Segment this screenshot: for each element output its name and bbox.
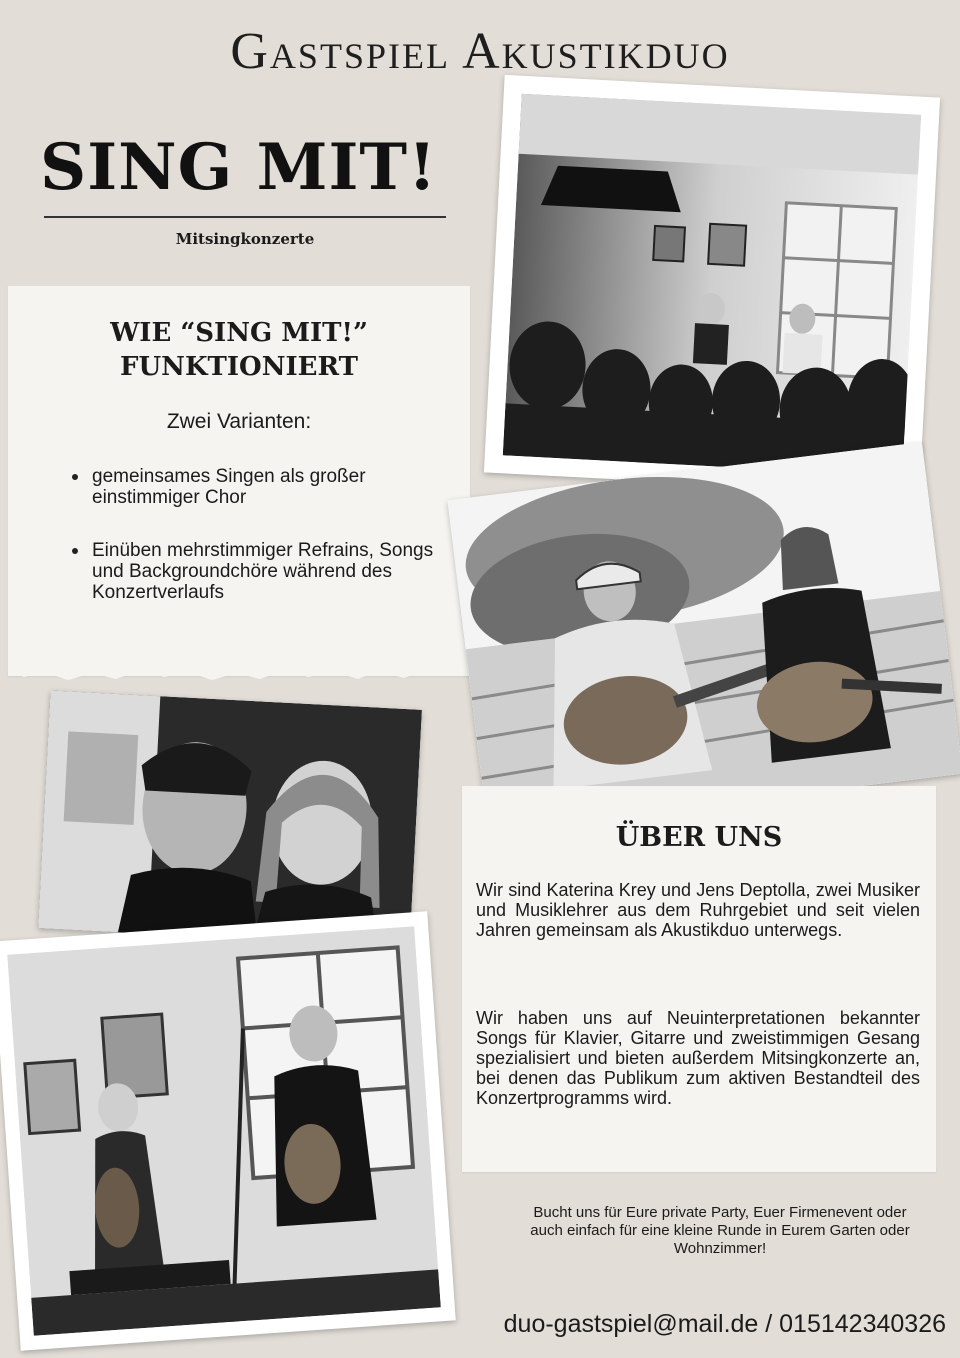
how-it-works-heading (8, 316, 470, 384)
outdoor-photo-illustration (447, 442, 960, 832)
torn-paper-edge (8, 646, 470, 686)
about-paragraph-2: Wir haben uns auf Neuinterpretationen bekannter Songs für Klavier, Gitarre und zweistimmigen Gesang spezialisiert und bieten außerdem Mitsingkonzerte an, bei denen das Publikum zum aktiven Bestandteil des Konzertprogramms wird. (476, 1008, 920, 1108)
list-item: gemeinsames Singen als großer einstimmiger Chor (70, 466, 450, 508)
about-us-card (462, 786, 936, 1172)
photo-outdoor-duo (447, 442, 960, 832)
concert-photo-illustration (503, 94, 921, 476)
photo-duo-portrait (38, 690, 422, 947)
how-heading-line1: WIE “SING MIT!” (110, 318, 368, 348)
main-title: SING MIT! (40, 130, 438, 205)
how-heading-line2: FUNKTIONIERT (120, 352, 358, 382)
contact-info[interactable]: duo-gastspiel@mail.de / 015142340326 (503, 1310, 946, 1338)
list-item: Einüben mehrstimmiger Refrains, Songs und Backgroundchöre während des Konzertverlaufs (70, 540, 450, 603)
subtitle: Mitsingkonzerte (175, 230, 315, 248)
portrait-photo-illustration (38, 690, 422, 947)
top-title: Gastspiel Akustikduo (230, 23, 730, 80)
photo-concert-audience (484, 75, 940, 495)
photo-stage-performance (0, 911, 456, 1350)
stage-photo-illustration (7, 926, 441, 1336)
how-it-works-card (8, 286, 470, 676)
variants-list (70, 466, 450, 635)
title-divider (44, 216, 446, 218)
about-heading: ÜBER UNS (615, 822, 783, 853)
variants-label: Zwei Varianten: (166, 410, 312, 433)
booking-text: Bucht uns für Eure private Party, Euer Firmenevent oder auch einfach für eine kleine Runde in Eurem Garten oder Wohnzimmer! (530, 1204, 910, 1257)
about-paragraph-1: Wir sind Katerina Krey und Jens Deptolla, zwei Musiker und Musiklehrer aus dem Ruhrgebiet und seit vielen Jahren gemeinsam als Akustikduo unterwegs. (476, 880, 920, 940)
